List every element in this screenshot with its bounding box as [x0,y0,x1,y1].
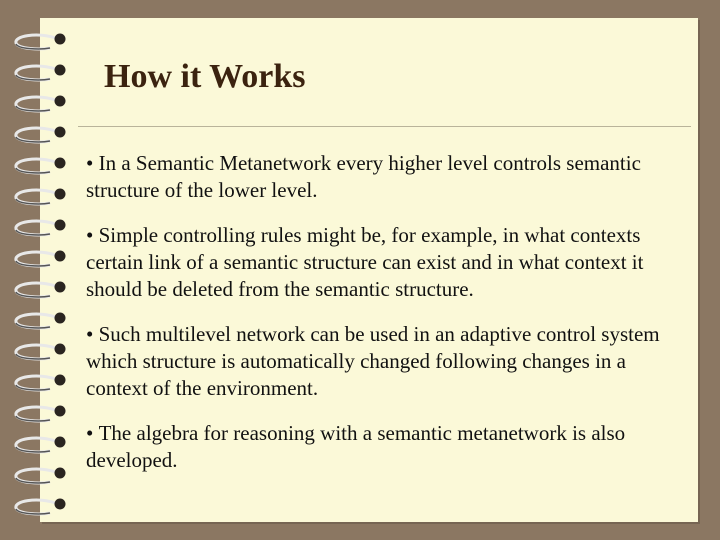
bullet-item: • In a Semantic Metanetwork every higher level controls semantic structure of the lower level. [86,150,690,204]
bullet-item: • Simple controlling rules might be, for example, in what contexts certain link of a semantic structure can exist and in what context it should be deleted from the semantic structure. [86,222,690,303]
binding-hole [55,344,66,355]
binding-hole [55,313,66,324]
binding-hole [55,220,66,231]
binding-hole [55,251,66,262]
binding-hole [55,375,66,386]
binding-hole [55,65,66,76]
binding-hole [55,96,66,107]
binding-hole [55,437,66,448]
binding-hole [55,468,66,479]
slide-title: How it Works [104,58,306,95]
binding-hole [55,127,66,138]
binding-hole [55,282,66,293]
binding-hole [55,158,66,169]
binding-hole [55,499,66,510]
bullet-item: • Such multilevel network can be used in an adaptive control system which structure is automatically changed following changes in a context of the environment. [86,321,690,402]
title-divider [78,126,691,127]
spiral-binding-icon [0,0,80,540]
bullet-item: • The algebra for reasoning with a semantic metanetwork is also developed. [86,420,690,474]
binding-hole [55,189,66,200]
bullet-list [86,150,690,492]
binding-hole [55,34,66,45]
binding-hole [55,406,66,417]
